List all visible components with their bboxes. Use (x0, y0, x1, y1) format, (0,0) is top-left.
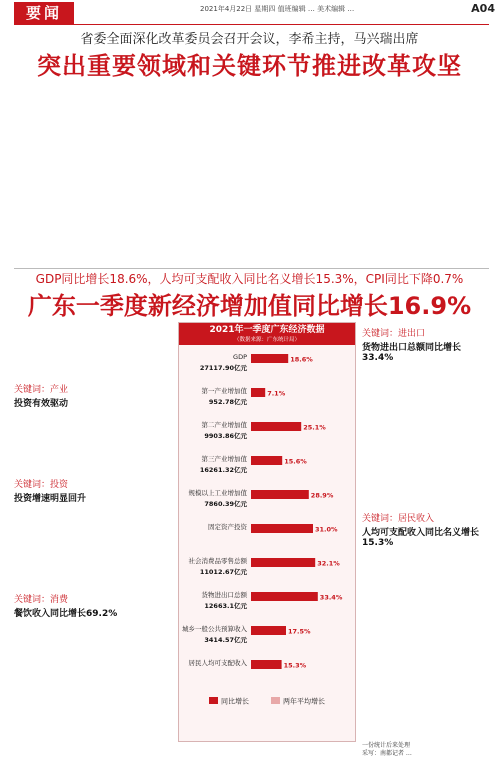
chart-row-label: 社会消费品零售总额 (188, 557, 247, 565)
story1-column-3 (166, 94, 236, 264)
chart-bar (251, 490, 309, 499)
story2-headline: 广东一季度新经济增加值同比增长16.9% (27, 292, 472, 320)
chart-data-label: 17.5% (288, 627, 311, 636)
chart-row-label: 第三产业增加值 (201, 455, 247, 463)
chart-row-value: 9903.86亿元 (204, 432, 247, 440)
chart-data-label: 15.3% (283, 661, 307, 670)
legend-label: 两年平均增长 (283, 697, 325, 706)
chart-row-value: 952.78亿元 (208, 398, 247, 406)
economic-data-chart (178, 322, 356, 742)
chart-header (179, 323, 355, 345)
subhead-title: 餐饮收入同比增长69.2% (14, 609, 118, 619)
chart-row-value: 27117.90亿元 (199, 364, 247, 372)
chart-title: 2021年一季度广东经济数据 (209, 325, 325, 335)
legend-swatch (209, 697, 218, 704)
story2-lede (14, 322, 174, 374)
page-code: A04 (471, 2, 495, 15)
body-gap (14, 508, 174, 588)
legend-swatch (271, 697, 280, 704)
chart-row-value: 3414.57亿元 (204, 636, 247, 644)
subhead-label: 关键词：居民收入 (362, 514, 435, 524)
chart-bar (251, 524, 313, 533)
story1-column-2 (90, 94, 160, 264)
chart-bar (251, 422, 301, 431)
chart-bar (251, 660, 282, 669)
chart-row-label: 规模以上工业增加值 (188, 489, 247, 497)
section-tab: 要闻 (14, 2, 74, 24)
chart-row-value: 11012.67亿元 (199, 568, 247, 576)
credit-line: 一份统计后来处理 (362, 742, 411, 749)
chart-data-label: 28.9% (310, 491, 334, 500)
story1-column-6 (394, 94, 489, 264)
chart-row-label: 城乡一般公共预算收入 (182, 625, 247, 633)
chart-data-label: 7.1% (267, 389, 286, 398)
chart-data-label: 25.1% (303, 423, 326, 432)
chart-row-label: 货物进出口总额 (201, 591, 247, 599)
story2-kicker: GDP同比增长18.6%，人均可支配收入同比名义增长15.3%，CPI同比下降0.7% (35, 272, 464, 286)
left-subhead-block-3 (14, 592, 174, 619)
chart-row-label: 第一产业增加值 (201, 387, 247, 395)
subhead-label: 关键词：进出口 (362, 329, 426, 339)
chart-data-label: 31.0% (315, 525, 338, 534)
header-rule (14, 24, 489, 25)
right-subhead-block-2 (362, 511, 490, 548)
section-divider (14, 268, 489, 269)
story1-column-5 (318, 94, 388, 264)
chart-row-label: GDP (233, 353, 247, 361)
subhead-label: 关键词：消费 (14, 595, 69, 605)
story1-headline: 突出重要领域和关键环节推进改革攻坚 (37, 52, 462, 80)
legend-label: 同比增长 (221, 697, 249, 706)
subhead-label: 关键词：投资 (14, 480, 69, 490)
chart-data-label: 18.6% (290, 355, 313, 364)
body-gap (14, 413, 174, 473)
body-gap (362, 367, 490, 507)
page-header (0, 0, 499, 22)
body-gap (362, 552, 490, 742)
chart-row-value: 16261.32亿元 (199, 466, 247, 474)
story2-left-column (14, 378, 174, 743)
subhead-label: 关键词：产业 (14, 385, 69, 395)
chart-bar (251, 592, 318, 601)
story1-kicker: 省委全面深化改革委员会召开会议，李希主持，马兴瑞出席 (80, 32, 419, 47)
chart-bar (251, 354, 288, 363)
story2-right-column (362, 322, 490, 757)
left-subhead-block-2 (14, 477, 174, 504)
header-meta: 2021年4月22日 星期四 值班编辑 … 美术编辑 … (200, 5, 355, 13)
chart-data-label: 15.6% (284, 457, 307, 466)
chart-row-label: 固定资产投资 (208, 523, 247, 531)
chart-bar (251, 456, 282, 465)
chart-row-label: 第二产业增加值 (201, 421, 247, 429)
story1-column-1 (14, 94, 84, 264)
chart-bar (251, 626, 286, 635)
subhead-title: 人均可支配收入同比名义增长15.3% (362, 528, 480, 548)
chart-data-label: 32.1% (317, 559, 340, 568)
chart-data-label: 33.4% (319, 593, 343, 602)
subhead-title: 投资有效驱动 (14, 399, 69, 409)
chart-bar (251, 388, 265, 397)
left-subhead-block-1 (14, 382, 174, 409)
subhead-title: 投资增速明显回升 (14, 494, 87, 504)
chart-row-value: 7860.39亿元 (204, 500, 247, 508)
chart-bar (251, 558, 315, 567)
chart-plot (179, 345, 355, 741)
credit-line: 采写：南都记者 … (362, 750, 412, 757)
chart-subtitle: （数据来源：广东统计局） (233, 337, 300, 343)
subhead-title: 货物进出口总额同比增长33.4% (362, 343, 462, 363)
chart-row-label: 居民人均可支配收入 (188, 659, 247, 667)
story1-column-4 (242, 94, 312, 264)
right-subhead-block-1 (362, 326, 490, 363)
chart-row-value: 12663.1亿元 (204, 602, 247, 610)
